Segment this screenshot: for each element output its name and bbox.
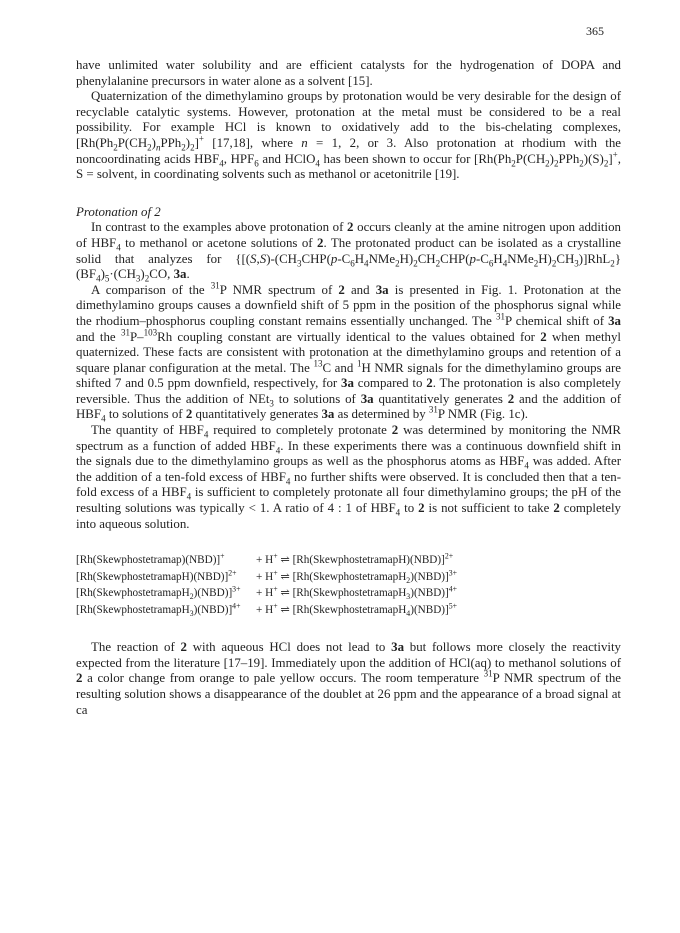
body-text (76, 58, 621, 718)
equilibria-block (76, 552, 621, 618)
paragraph-2: Quaternization of the dimethylamino groups by protonation would be very desirable for the design of recyclable catalytic systems. However, protonation at the metal must be considered to be a real possibility. For example HCl is known to oxidatively add to the bis-chelating complexes, $[Rh(Ph_2P(CH_2)_nPPh_2)_2]^+$ [17,18], where n = 1, 2, or 3. Also protonation at rhodium with the noncoordinating acids $HBF_4$, $HPF_6$ and HClO$_4$ has been shown to occur for $[Rh(Ph_2P(CH_2)_2PPh_2)(S)_2]^+$, S = solvent, in coordinating solvents such as methanol or acetonitrile [19]. (76, 89, 621, 182)
equation-row (76, 585, 621, 602)
equation-right: + H+ ⇌ [Rh(SkewphostetramapH$_4$)(NBD)]$^{5+}$ (256, 600, 458, 618)
equation-row (76, 602, 621, 619)
paragraph-5: The quantity of $HBF_4$ required to completely protonate 2 was determined by monitoring the NMR spectrum as a function of added $HBF_4$. In these experiments there was a continuous downfield shift in the signals due to the dimethylamino groups as well as the phosphorus atoms as $HBF_4$ was added. After the addition of a ten-fold excess of $HBF_4$ no further shifts were observed. It is concluded then that a ten-fold excess of a $HBF_4$ is sufficient to completely protonate all four dimethylamino groups; the pH of the resulting solutions was typically < 1. A ratio of 4 : 1 of $HBF_4$ to 2 is not sufficient to take 2 completely into aqueous solution. (76, 423, 621, 531)
paragraph-4: A comparison of the $^{31}$P NMR spectrum of 2 and 3a is presented in Fig. 1. Protonation at the dimethylamino groups causes a downfield shift of 5 ppm in the position of the phosphorus signal while the rhodium–phosphorus coupling constant remains essentially unchanged. The $^{31}$P chemical shift of 3a and the $^{31}$P–$^{103}$Rh coupling constant are virtually identical to the values obtained for 2 when methyl quaternized. These facts are consistent with protonation at the dimethylamino groups and retention of a square planar configuration at the metal. The $^{13}$C and $^1$H NMR signals for the dimethylamino groups are shifted 7 and 0.5 ppm downfield, respectively, for 3a compared to 2. The protonation is also completely reversible. Thus the addition of NEt$_3$ to solutions of 3a quantitatively generates 2 and the addition of $HBF_4$ to solutions of 2 quantitatively generates 3a as determined by $^{31}$P NMR (Fig. 1c). (76, 280, 622, 425)
equation-right: + H+ ⇌ [Rh(SkewphostetramapH)(NBD)]$^{2+}$ (256, 551, 454, 567)
paragraph-1: have unlimited water solubility and are efficient catalysts for the hydrogenation of DOPA and phenylalanine precursors in water alone as a solvent [15]. (76, 58, 621, 88)
equation-left: [Rh(SkewphostetramapH$_3$)(NBD)]$^{4+}$ (76, 600, 241, 618)
paragraph-6: The reaction of 2 with aqueous HCl does not lead to 3a but follows more closely the reactivity expected from the literature [17–19]. Immediately upon the addition of HCl(aq) to methanol solutions of 2 a color change from orange to pale yellow occurs. The room temperature $^{31}$P NMR spectrum of the resulting solution shows a disappearance of the doublet at 26 ppm and the appearance of a broad signal at ca (76, 640, 622, 717)
equation-left: [Rh(SkewphostetramapH$_2$)(NBD)]$^{3+}$ (76, 584, 241, 602)
page-number: 365 (586, 24, 604, 38)
equation-row (76, 569, 621, 586)
equation-left: [Rh(Skewphostetramap)(NBD)]+ (76, 551, 225, 567)
equation-right: + H+ ⇌ [Rh(SkewphostetramapH$_2$)(NBD)]$^{3+}$ (256, 567, 458, 585)
section-heading: Protonation of 2 (76, 204, 161, 219)
equation-row (76, 552, 621, 569)
equation-left: [Rh(SkewphostetramapH)(NBD)]$^{2+}$ (76, 567, 237, 583)
equation-right: + H+ ⇌ [Rh(SkewphostetramapH$_3$)(NBD)]$^{4+}$ (256, 584, 458, 602)
paragraph-3: In contrast to the examples above protonation of 2 occurs cleanly at the amine nitrogen upon addition of $HBF_4$ to methanol or acetone solutions of 2. The protonated product can be isolated as a crystalline solid that analyzes for $\{[(S,S)-(CH_3CHP(p-C_6H_4NMe_2H)_2CH_2CHP(p-C_6H_4NMe_2H)_2CH_3)]RhL_2\}(BF_4)_5\cdot(CH_3)_2CO$, 3a. (76, 220, 621, 284)
